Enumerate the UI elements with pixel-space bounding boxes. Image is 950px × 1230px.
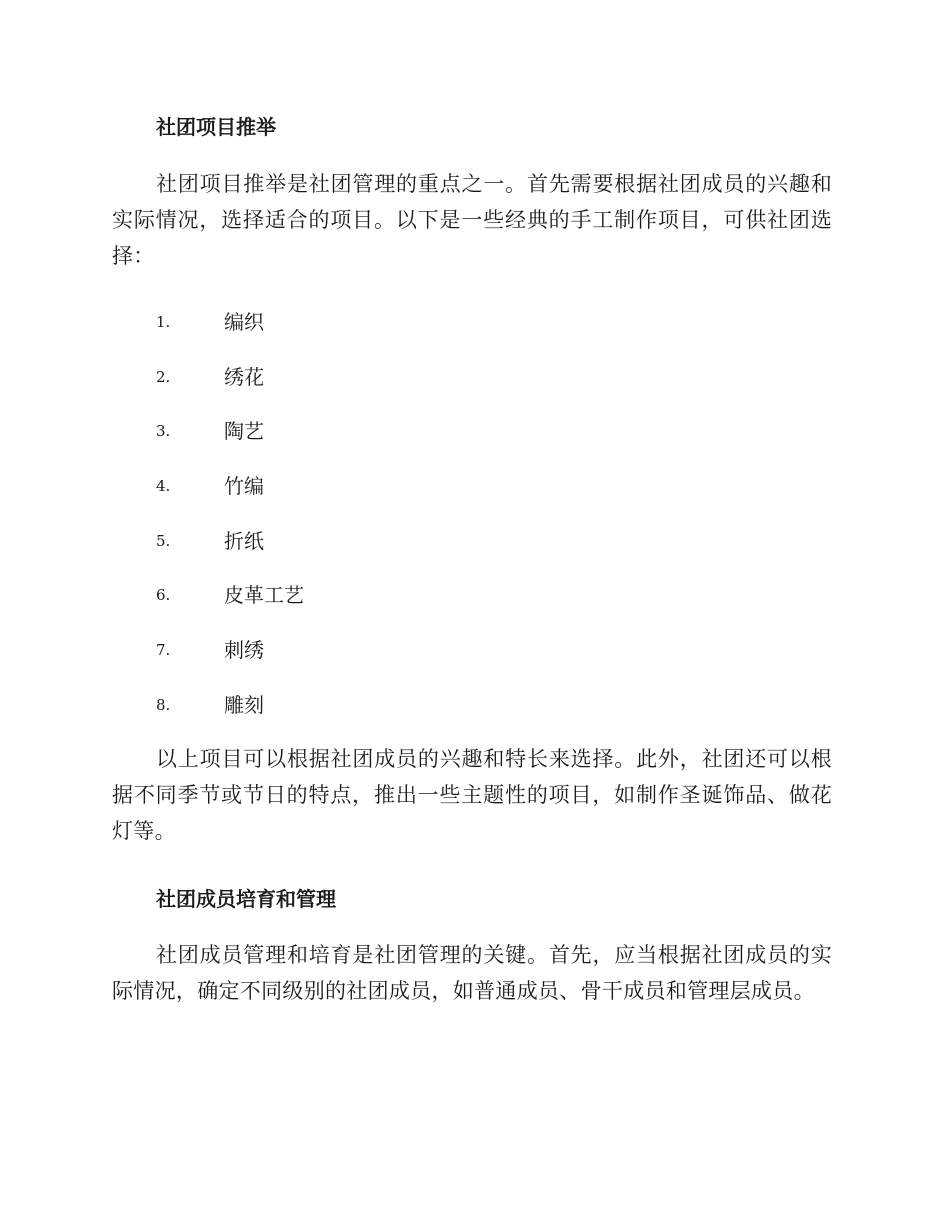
list-item-number: 8. (156, 696, 171, 714)
list-item-number: 5. (156, 532, 171, 550)
list-item-text: 编织 (224, 310, 264, 334)
list-item-text: 折纸 (224, 529, 264, 553)
list-item-number: 6. (156, 586, 171, 604)
paragraph-project-outro: 以上项目可以根据社团成员的兴趣和特长来选择。此外，社团还可以根据不同季节或节日的特点，推出一些主题性的项目，如制作圣诞饰品、做花灯等。 (112, 747, 832, 843)
paragraph-project-intro: 社团项目推举是社团管理的重点之一。首先需要根据社团成员的兴趣和实际情况，选择适合的项目。以下是一些经典的手工制作项目，可供社团选择： (112, 172, 832, 268)
list-item-text: 竹编 (224, 474, 264, 498)
paragraph-member-management: 社团成员管理和培育是社团管理的关键。首先，应当根据社团成员的实际情况，确定不同级别的社团成员，如普通成员、骨干成员和管理层成员。 (112, 943, 832, 1003)
list-item-text: 皮革工艺 (224, 583, 304, 607)
list-item-text: 绣花 (224, 365, 264, 389)
list-item-number: 1. (156, 313, 171, 331)
list-item-number: 7. (156, 641, 171, 659)
list-item-text: 雕刻 (224, 693, 264, 717)
list-item-number: 2. (156, 368, 171, 386)
section-heading-member-management: 社团成员培育和管理 (156, 887, 336, 911)
list-item-number: 3. (156, 422, 171, 440)
list-item-text: 陶艺 (224, 419, 264, 443)
list-item-text: 刺绣 (224, 638, 264, 662)
list-item-number: 4. (156, 477, 171, 495)
section-heading-club-projects: 社团项目推举 (156, 115, 276, 139)
